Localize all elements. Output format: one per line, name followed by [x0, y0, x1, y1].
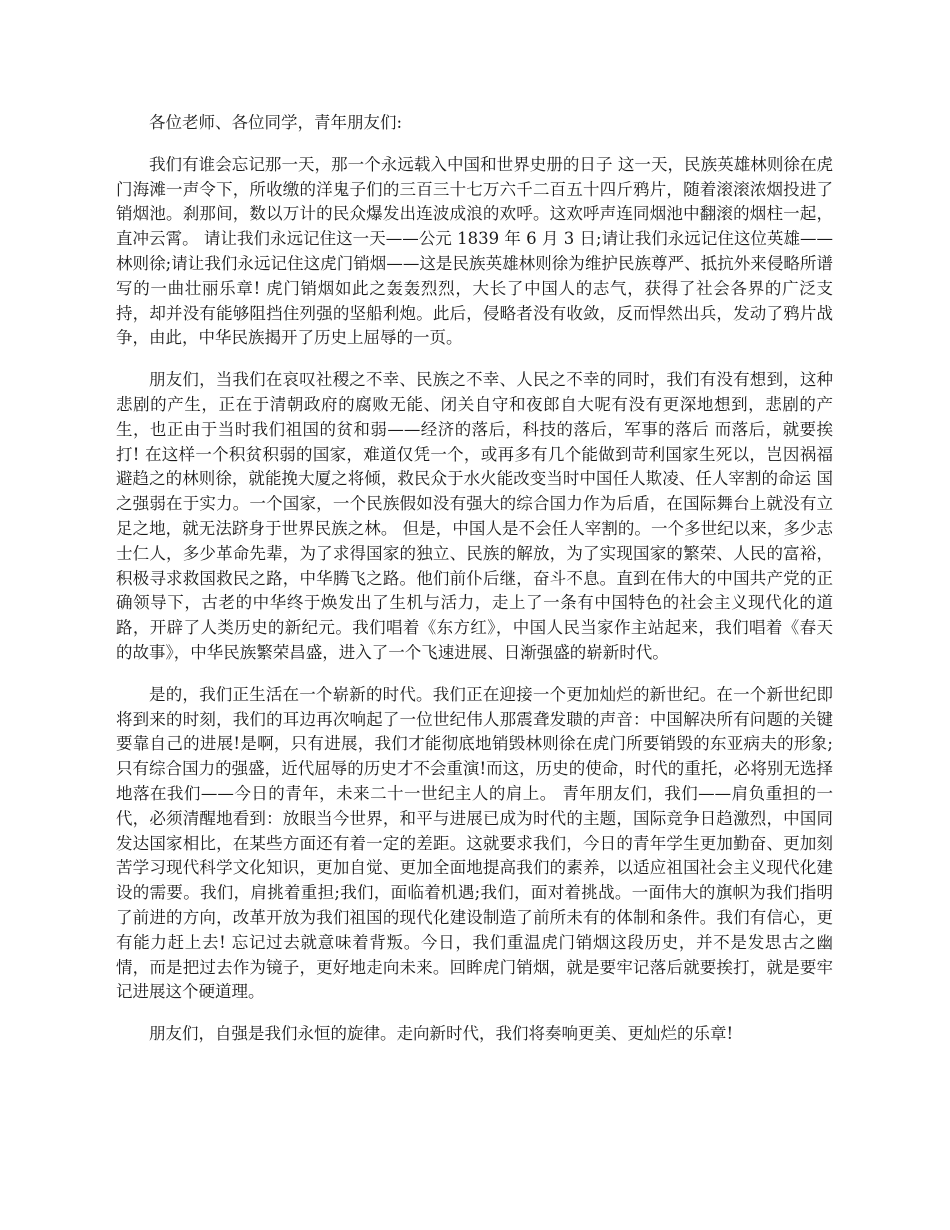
paragraph-lessons: 朋友们，当我们在哀叹社稷之不幸、民族之不幸、人民之不幸的同时，我们有没有想到，这种悲剧的产生，正在于清朝政府的腐败无能、闭关自守和夜郎自大呢有没有更深地想到，悲剧的产生，也正由于当时我们祖国的贫和弱——经济的落后，科技的落后，军事的落后 而落后，就要挨打! 在这样一个积贫积弱的国家，难道仅凭一个，或再多有几个能做到苛利国家生死以，岂因祸福避趋之的林则徐，就能挽大厦之将倾，救民众于水火能改变当时中国任人欺凌、任人宰割的命运 国之强弱在于实力。一个国家，一个民族假如没有强大的综合国力作为后盾，在国际舞台上就没有立足之地，就无法跻身于世界民族之林。 但是，中国人是不会任人宰割的。一个多世纪以来，多少志士仁人，多少革命先辈，为了求得国家的独立、民族的解放，为了实现国家的繁荣、人民的富裕，积极寻求救国救民之路，中华腾飞之路。他们前仆后继，奋斗不息。直到在伟大的中国共产党的正确领导下，古老的中华终于焕发出了生机与活力，走上了一条有中国特色的社会主义现代化的道路，开辟了人类历史的新纪元。我们唱着《东方红》，中国人民当家作主站起来，我们唱着《春天的故事》，中华民族繁荣昌盛，进入了一个飞速进展、日渐强盛的崭新时代。 — [116, 370, 833, 662]
speech-body — [116, 111, 833, 1064]
greeting: 各位老师、各位同学，青年朋友们: — [149, 113, 403, 132]
paragraph-new-era: 是的，我们正生活在一个崭新的时代。我们正在迎接一个更加灿烂的新世纪。在一个新世纪即将到来的时刻，我们的耳边再次响起了一位世纪伟人那震聋发聩的声音：中国解决所有问题的关键要靠自己的进展!是啊，只有进展，我们才能彻底地销毁林则徐在虎门所要销毁的东亚病夫的形象;只有综合国力的强盛，近代屈辱的历史才不会重演!而这，历史的使命，时代的重托，必将别无选择地落在我们——今日的青年，未来二十一世纪主人的肩上。 青年朋友们，我们——肩负重担的一代，必须清醒地看到：放眼当今世界，和平与进展已成为时代的主题，国际竞争日趋激烈，中国同发达国家相比，在某些方面还有着一定的差距。这就要求我们，今日的青年学生更加勤奋、更加刻苦学习现代科学文化知识，更加自觉、更加全面地提高我们的素养，以适应祖国社会主义现代化建设的需要。我们，肩挑着重担;我们，面临着机遇;我们，面对着挑战。一面伟大的旗帜为我们指明了前进的方向，改革开放为我们祖国的现代化建设制造了前所未有的体制和条件。我们有信心，更有能力赶上去! 忘记过去就意味着背叛。今日，我们重温虎门销烟这段历史，并不是发思古之幽情，而是把过去作为镜子，更好地走向未来。回眸虎门销烟，就是要牢记落后就要挨打，就是要牢记进展这个硬道理。 — [116, 684, 833, 1002]
paragraph-humen-event: 我们有谁会忘记那一天，那一个永远载入中国和世界史册的日子 这一天，民族英雄林则徐在虎门海滩一声令下，所收缴的洋鬼子们的三百三十七万六千二百五十四斤鸦片，随着滚滚浓烟投进了销烟池。刹那间，数以万计的民众爆发出连波成浪的欢呼。这欢呼声连同烟池中翻滚的烟柱一起，直冲云霄。 请让我们永远记住这一天——公元 1839 年 6 月 3 日;请让我们永远记住这位英雄——林则徐;请让我们永远记住这虎门销烟——这是民族英雄林则徐为维护民族尊严、抵抗外来侵略所谱写的一曲壮丽乐章! 虎门销烟如此之轰轰烈烈，大长了中国人的志气，获得了社会各界的广泛支持，却并没有能够阻挡住列强的坚船利炮。此后，侵略者没有收敛，反而悍然出兵，发动了鸦片战争，由此，中华民族揭开了历史上屈辱的一页。 — [116, 154, 833, 348]
paragraph-closing: 朋友们，自强是我们永恒的旋律。走向新时代，我们将奏响更美、更灿烂的乐章! — [149, 1024, 734, 1044]
